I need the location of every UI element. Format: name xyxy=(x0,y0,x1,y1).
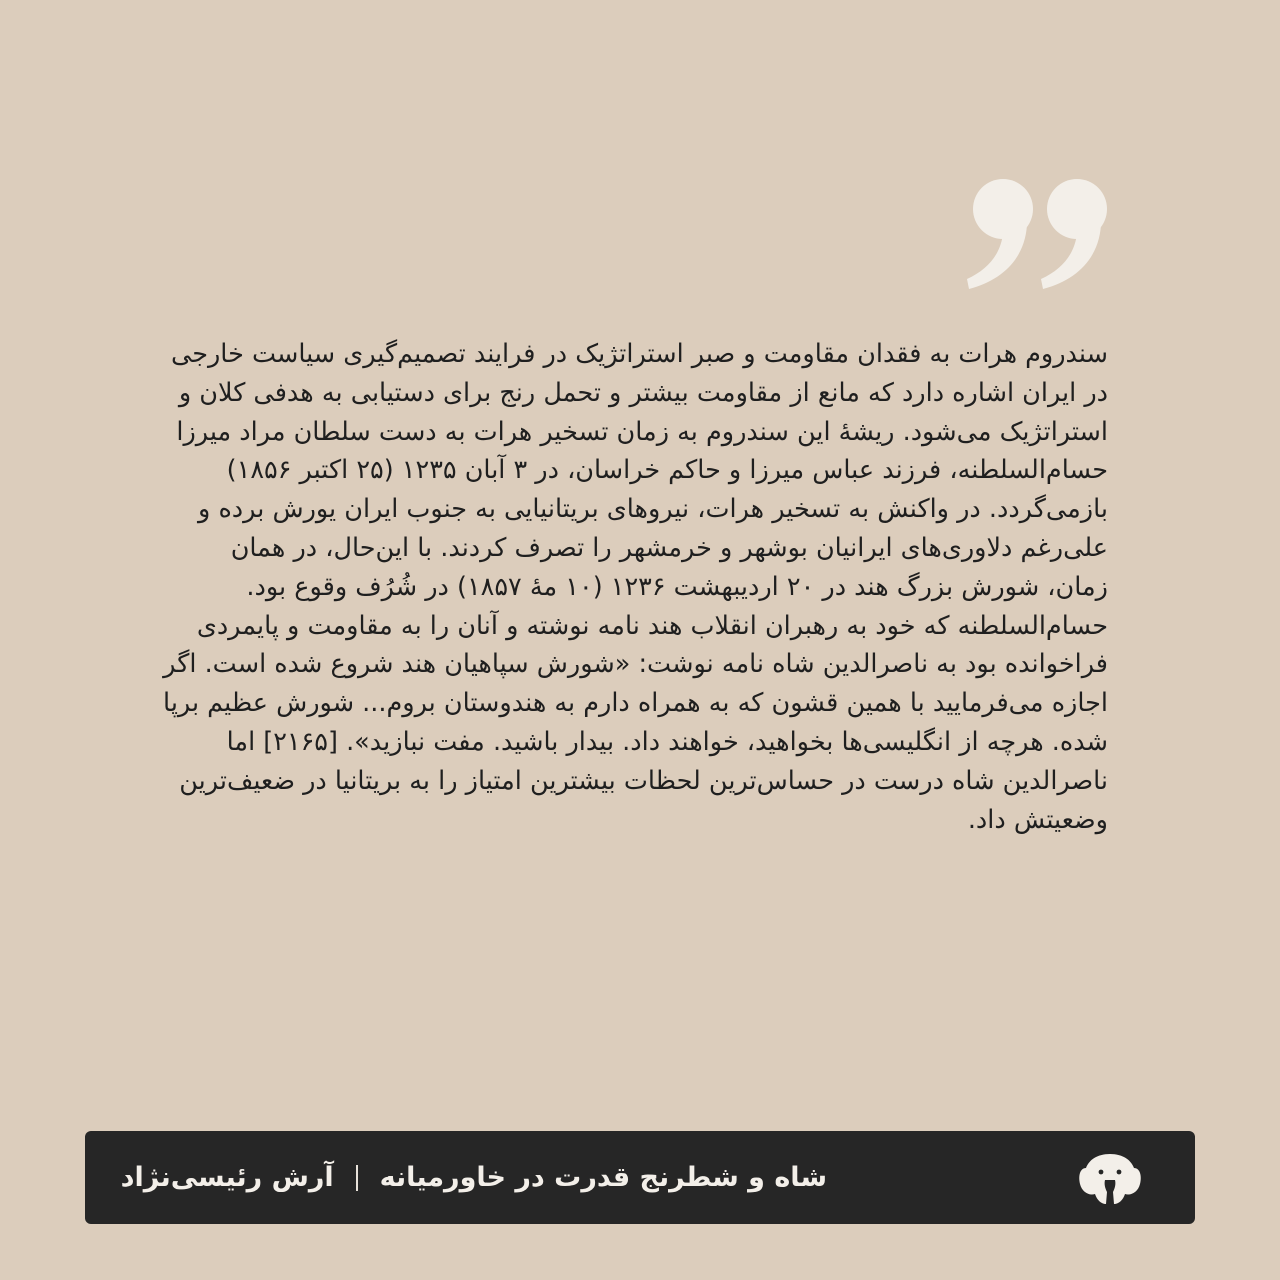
footer-bar xyxy=(85,1131,1195,1224)
closing-quote-icon xyxy=(965,175,1115,295)
author-name: آرش رئیسی‌نژاد xyxy=(120,1162,334,1193)
elephant-icon xyxy=(1077,1150,1143,1206)
quote-text: سندروم هرات به فقدان مقاومت و صبر استراتژیک در فرایند تصمیم‌گیری سیاست خارجی در ایران اشاره دارد که مانع از مقاومت بیشتر و تحمل رنج برای دستیابی به هدفی کلان و استراتژیک می‌شود. ریشهٔ این سندروم به زمان تسخیر هرات به دست سلطان مراد میرزا حسام‌السلطنه، فرزند عباس میرزا و حاکم خراسان، در ۳ آبان ۱۲۳۵ (۲۵ اکتبر ۱۸۵۶) بازمی‌گردد. در واکنش به تسخیر هرات، نیروهای بریتانیایی به جنوب ایران یورش برده و علی‌رغم دلاوری‌های ایرانیان بوشهر و خرمشهر را تصرف کردند. با این‌حال، در همان زمان، شورش بزرگ هند در ۲۰ اردیبهشت ۱۲۳۶ (۱۰ مهٔ ۱۸۵۷) در شُرُف وقوع بود. حسام‌السلطنه که خود به رهبران انقلاب هند نامه نوشته و آنان را به مقاومت و پایمردی فراخوانده بود به ناصرالدین شاه نامه نوشت: «شورش سپاهیان هند شروع شده است. اگر اجازه می‌فرمایید با همین قشون که به همراه دارم به هندوستان بروم... شورش عظیم برپا شده. هرچه از انگلیسی‌ها بخواهید، خواهند داد. بیدار باشید. مفت نبازید». [۲۱۶۵] اما ناصرالدین شاه درست در حساس‌ترین لحظات بیشترین امتیاز را به بریتانیا در ضعیف‌ترین وضعیتش داد. xyxy=(163,339,1108,835)
separator xyxy=(356,1165,358,1191)
book-title: شاه و شطرنج قدرت در خاورمیانه xyxy=(379,1162,827,1193)
